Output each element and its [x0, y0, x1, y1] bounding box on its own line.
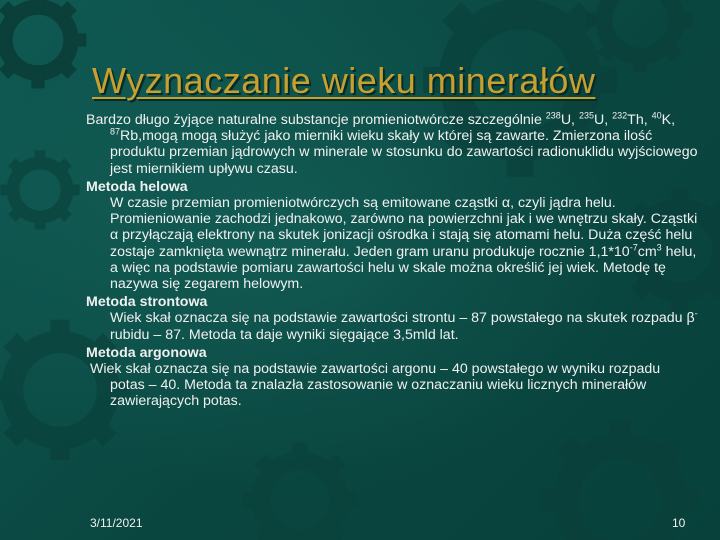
- helium-paragraph: W czasie przemian promieniotwórczych są emitowane cząstki α, czyli jądra helu. Promieniowanie zachodzi jednakowo, zarówno na powierzchni jak i we wnętrzu skały. Cząstki α przyłączają elektrony na skutek jonizacji ośrodka i stają się atomami helu. Duża część helu zostaje zamknięta wewnątrz minerału. Jeden gram uranu produkuje rocznie $1,1*10^{-7}cm^3$ helu, a więc na podstawie pomiaru zawartości helu w skale można określić jej wiek. Metodę tę nazywa się zegarem helowym.: [110, 195, 698, 293]
- gear-icon: [0, 150, 79, 229]
- argon-paragraph: Wiek skał oznacza się na podstawie zawartości argonu – 40 powstałego w wyniku rozpadu potas – 40. Metoda ta znalazła zastosowanie w oznaczaniu wieku licznych minerałów zawierających potas.: [90, 361, 661, 410]
- gear-icon: [243, 443, 357, 540]
- slide-title: Wyznaczanie wieku minerałów: [92, 60, 596, 101]
- strontium-heading: Metoda strontowa: [86, 294, 208, 311]
- slide-body: [86, 112, 698, 410]
- footer-date: 3/11/2021: [90, 516, 143, 530]
- helium-heading: Metoda helowa: [86, 178, 188, 195]
- page-number: 10: [672, 516, 686, 530]
- intro-paragraph: Bardzo długo żyjące naturalne substancje promieniotwórcze szczególnie $^{238}$U, $^{235}$U, $^{232}$Th, $^{40}$K, $^{87}$Rb,mogą mogą służyć jako mierniki wieku skały w której są zawarte. Zmierzona ilość produktu przemian jądrowych w minerale w stosunku do zawartości radionuklidu wyjściowego jest miernikiem upływu czasu.: [86, 110, 698, 177]
- strontium-paragraph: Wiek skał oznacza się na podstawie zawartości strontu – 87 powstałego na skutek rozpadu β- rubidu – 87. Metoda ta daje wyniki sięgające 3,5mld lat.: [110, 308, 698, 343]
- argon-heading: Metoda argonowa: [86, 344, 207, 361]
- gear-icon: [0, 0, 86, 88]
